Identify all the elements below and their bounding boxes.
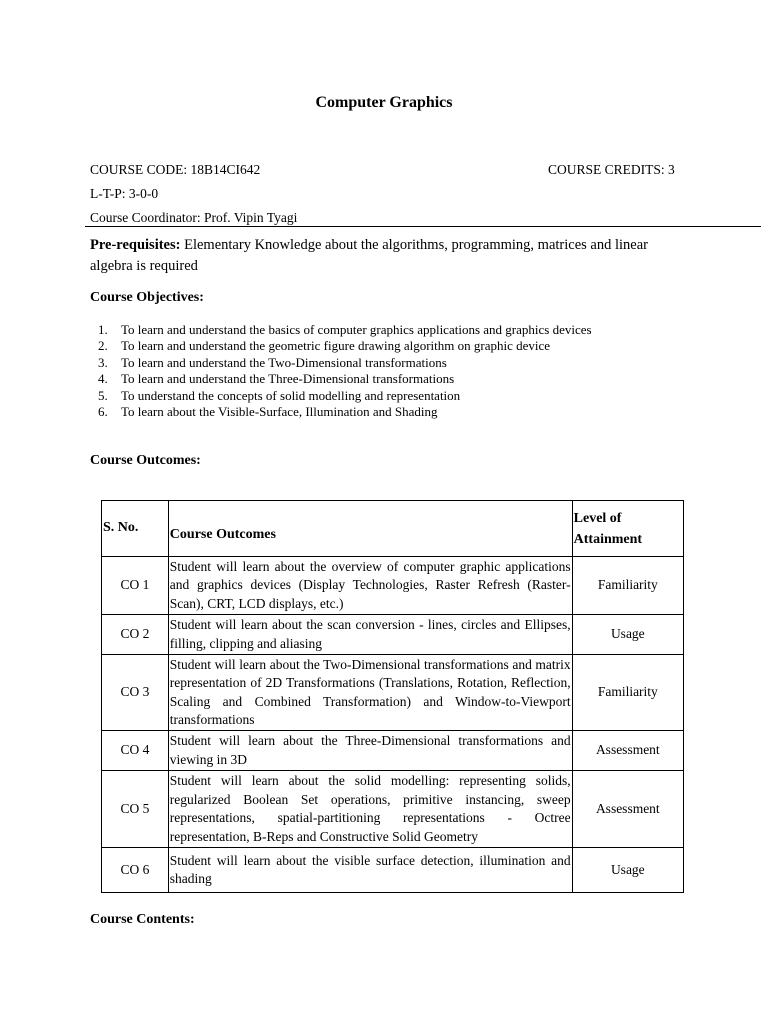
outcomes-heading: Course Outcomes: — [90, 453, 201, 468]
outcome-id: CO 1 — [102, 557, 169, 615]
list-item — [98, 371, 592, 387]
list-item-text: To learn and understand the basics of computer graphics applications and graphics devices — [121, 322, 592, 337]
outcome-level: Familiarity — [572, 557, 683, 615]
list-item-number: 5. — [98, 387, 108, 403]
table-row — [102, 557, 684, 615]
list-item-number: 2. — [98, 338, 108, 354]
outcome-id: CO 4 — [102, 731, 169, 771]
outcome-level: Assessment — [572, 731, 683, 771]
outcome-level: Assessment — [572, 771, 683, 848]
list-item-text: To understand the concepts of solid modelling and representation — [121, 387, 461, 403]
list-item-text: To learn about the Visible-Surface, Illumination and Shading — [121, 404, 438, 420]
column-header-level: Level of Attainment — [572, 501, 683, 557]
outcome-description: Student will learn about the visible surface detection, illumination and shading — [168, 848, 572, 893]
outcome-description: Student will learn about the Two-Dimensional transformations and matrix representation of 2D Transformations (Translations, Rotation, Reflection, Scaling and Combined Transformation) and Window-to-Viewport transformations — [168, 655, 572, 731]
ltp: L-T-P: 3-0-0 — [90, 186, 159, 201]
list-item-number: 1. — [98, 322, 108, 337]
course-code: COURSE CODE: 18B14CI642 — [90, 162, 261, 177]
outcome-description: Student will learn about the overview of computer graphic applications and graphics devices (Display Technologies, Raster Refresh (Raster-Scan), CRT, LCD displays, etc.) — [168, 557, 572, 615]
page-title: Computer Graphics — [315, 94, 453, 111]
outcome-id: CO 5 — [102, 771, 169, 848]
outcome-id: CO 3 — [102, 655, 169, 731]
objectives-heading: Course Objectives: — [90, 290, 204, 305]
list-item — [98, 355, 592, 371]
course-coordinator: Course Coordinator: Prof. Vipin Tyagi — [90, 210, 298, 225]
outcome-description: Student will learn about the scan conversion - lines, circles and Ellipses, filling, clipping and aliasing — [168, 615, 572, 655]
list-item-text: To learn and understand the Two-Dimensional transformations — [121, 354, 447, 370]
list-item-number: 3. — [98, 354, 108, 370]
prerequisites — [90, 235, 686, 277]
list-item-text: To learn and understand the Three-Dimensional transformations — [121, 371, 455, 387]
list-item-number: 6. — [98, 404, 108, 420]
outcome-description: Student will learn about the Three-Dimensional transformations and viewing in 3D — [168, 731, 572, 771]
table-row — [102, 731, 684, 771]
outcome-description: Student will learn about the solid modelling: representing solids, regularized Boolean Set operations, primitive instancing, sweep representations, spatial-partitioning representations - Octree representation, B-Reps and Constructive Solid Geometry — [168, 771, 572, 848]
outcome-level: Usage — [572, 615, 683, 655]
list-item-text: To learn and understand the geometric figure drawing algorithm on graphic device — [121, 338, 551, 354]
prerequisites-text: Elementary Knowledge about the algorithms, programming, matrices and linear algebra is required — [90, 237, 648, 274]
outcome-id: CO 6 — [102, 848, 169, 893]
column-header-sno: S. No. — [102, 501, 169, 557]
course-credits: COURSE CREDITS: 3 — [548, 162, 675, 177]
divider — [85, 226, 761, 227]
list-item — [98, 388, 592, 404]
contents-heading: Course Contents: — [90, 912, 195, 927]
objectives-list — [98, 322, 592, 420]
table-row — [102, 848, 684, 893]
prerequisites-label: Pre-requisites: — [90, 237, 181, 253]
list-item — [98, 338, 592, 354]
list-item-number: 4. — [98, 371, 108, 387]
table-row — [102, 615, 684, 655]
outcomes-table — [101, 500, 684, 893]
list-item — [98, 404, 592, 420]
outcome-level: Familiarity — [572, 655, 683, 731]
list-item — [98, 322, 592, 338]
outcome-id: CO 2 — [102, 615, 169, 655]
table-header-row — [102, 501, 684, 557]
outcome-level: Usage — [572, 848, 683, 893]
table-row — [102, 655, 684, 731]
table-row — [102, 771, 684, 848]
column-header-outcome: Course Outcomes — [168, 501, 572, 557]
